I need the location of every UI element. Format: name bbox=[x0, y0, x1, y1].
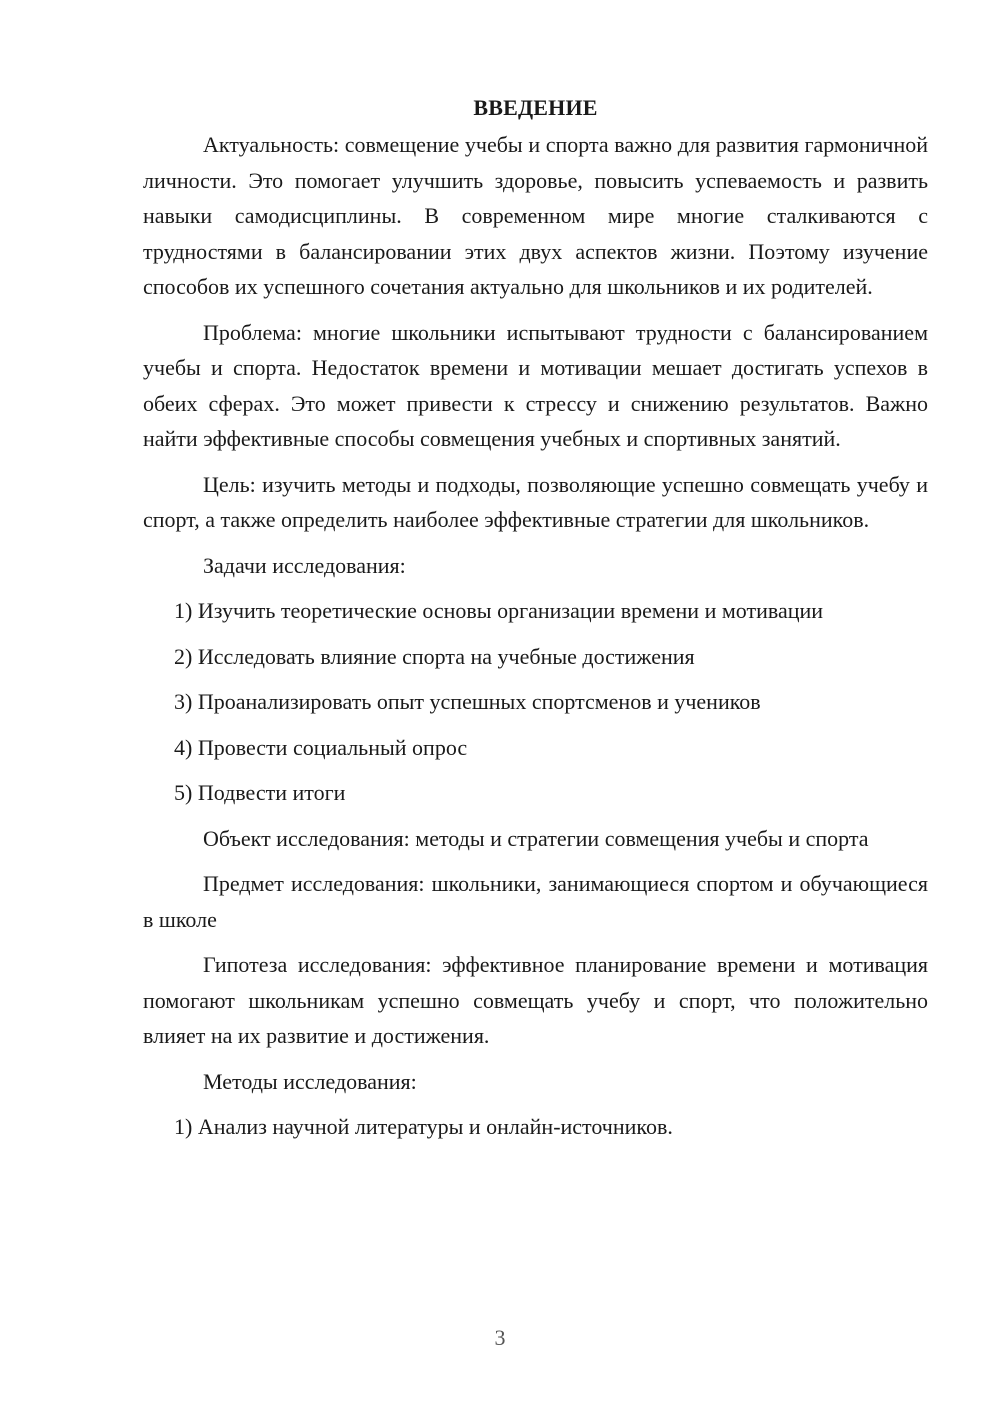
object-paragraph: Объект исследования: методы и стратегии совмещения учебы и спорта bbox=[203, 825, 869, 851]
problem-paragraph: Проблема: многие школьники испытывают трудности с балансированием учебы и спорта. Недостаток времени и мотивации мешает достигать успехов в обеих сферах. Это может привести к стрессу и снижению результатов. Важно найти эффективные способы совмещения учебных и спортивных занятий. bbox=[143, 319, 928, 451]
list-item: 4) Провести социальный опрос bbox=[174, 734, 468, 760]
relevance-paragraph: Актуальность: совмещение учебы и спорта важно для развития гармоничной личности. Это помогает улучшить здоровье, повысить успеваемость и развить навыки самодисциплины. В современном мире многие сталкиваются с трудностями в балансировании этих двух аспектов жизни. Поэтому изучение способов их успешного сочетания актуально для школьников и их родителей. bbox=[143, 132, 928, 299]
list-item: 1) Изучить теоретические основы организации времени и мотивации bbox=[174, 598, 824, 623]
page-number: 3 bbox=[494, 1325, 506, 1350]
page-title: ВВЕДЕНИЕ bbox=[473, 95, 598, 120]
tasks-list bbox=[143, 593, 928, 811]
methods-title: Методы исследования: bbox=[203, 1068, 417, 1094]
list-item: 2) Исследовать влияние спорта на учебные достижения bbox=[174, 643, 695, 669]
list-item: 3) Проанализировать опыт успешных спортсменов и учеников bbox=[174, 689, 761, 714]
hypothesis-paragraph: Гипотеза исследования: эффективное планирование времени и мотивация помогают школьникам успешно совмещать учебу и спорт, что положительно влияет на их развитие и достижения. bbox=[143, 952, 928, 1048]
tasks-title: Задачи исследования: bbox=[203, 552, 406, 578]
list-item: 5) Подвести итоги bbox=[174, 780, 346, 805]
goal-paragraph: Цель: изучить методы и подходы, позволяющие успешно совмещать учебу и спорт, а также определить наиболее эффективные стратегии для школьников. bbox=[143, 471, 928, 532]
list-item: 1) Анализ научной литературы и онлайн-источников. bbox=[174, 1114, 673, 1139]
subject-paragraph: Предмет исследования: школьники, занимающиеся спортом и обучающиеся в школе bbox=[143, 871, 928, 932]
methods-list bbox=[143, 1109, 928, 1145]
document-page bbox=[143, 90, 928, 1155]
